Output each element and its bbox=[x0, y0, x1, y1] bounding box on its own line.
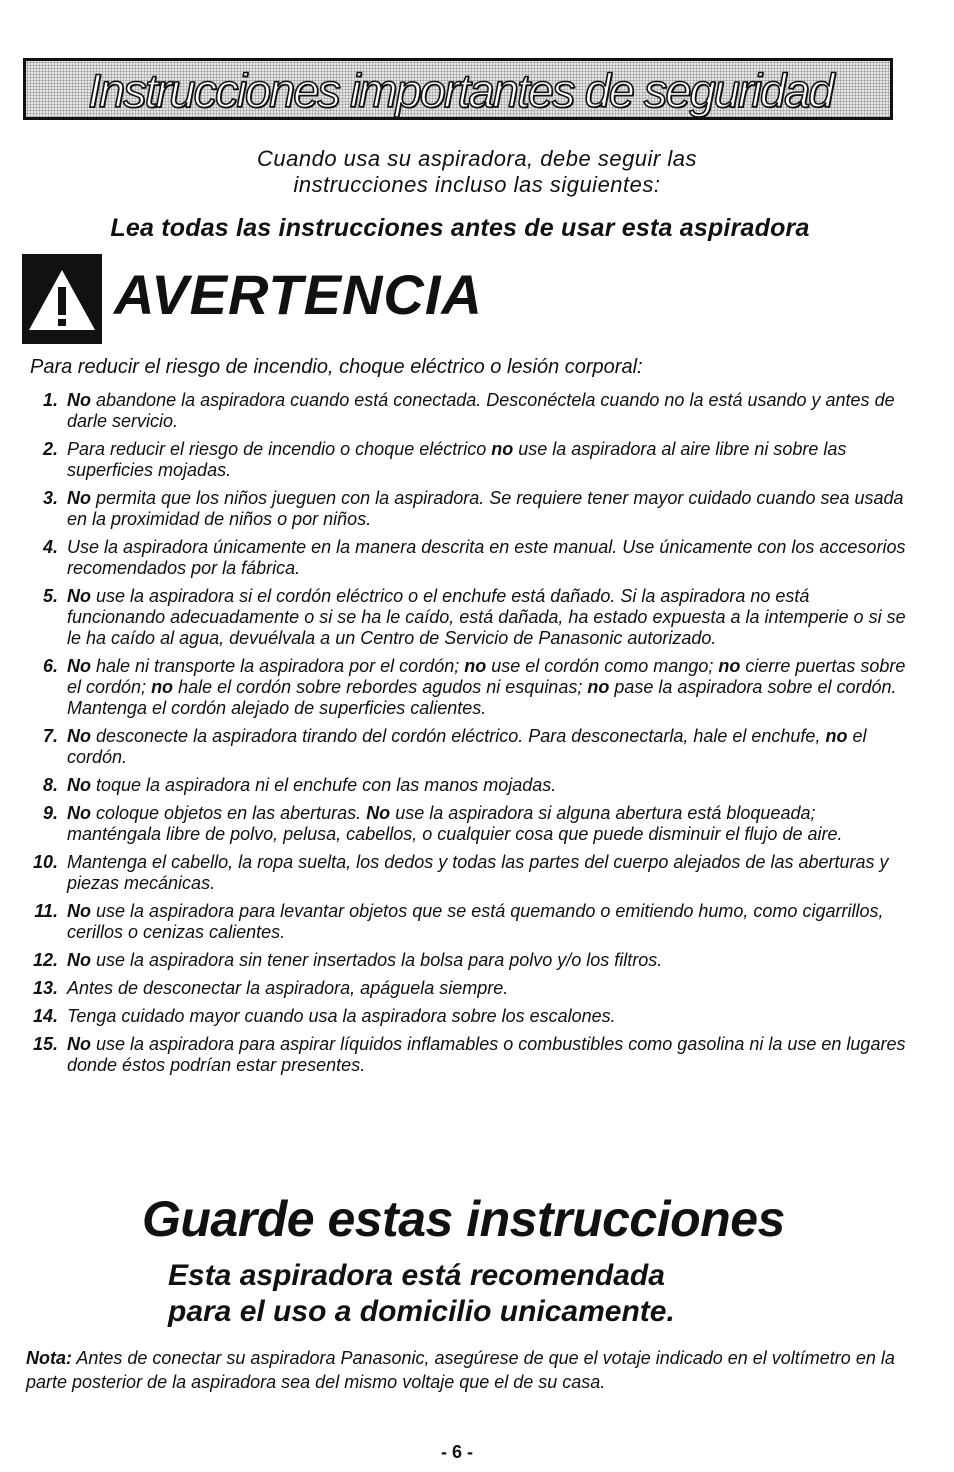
list-item-text: Tenga cuidado mayor cuando usa la aspiradora sobre los escalones. bbox=[67, 1006, 616, 1026]
note-label: Nota: bbox=[26, 1348, 72, 1368]
list-item-number: 5. bbox=[42, 586, 58, 606]
list-item-number: 14. bbox=[32, 1006, 58, 1026]
list-item-number: 2. bbox=[42, 439, 58, 459]
list-item bbox=[0, 803, 907, 845]
list-item-number: 1. bbox=[42, 390, 58, 410]
list-item-text: Antes de desconectar la aspiradora, apáguela siempre. bbox=[67, 978, 509, 998]
list-item bbox=[0, 390, 907, 432]
list-item-text: No use la aspiradora sin tener insertados la bolsa para polvo y/o los filtros. bbox=[67, 950, 663, 970]
list-item-number: 6. bbox=[42, 656, 58, 676]
list-item-text: Mantenga el cabello, la ropa suelta, los dedos y todas las partes del cuerpo alejados de las aberturas y piezas mecánicas. bbox=[67, 852, 889, 893]
list-item-number: 13. bbox=[32, 978, 58, 998]
list-item bbox=[0, 852, 907, 894]
list-item-number: 9. bbox=[42, 803, 58, 823]
list-item bbox=[0, 439, 907, 481]
read-all-heading: Lea todas las instrucciones antes de usar esta aspiradora bbox=[110, 214, 810, 242]
list-item bbox=[0, 656, 907, 719]
safety-list bbox=[0, 390, 954, 1083]
list-item-number: 12. bbox=[32, 950, 58, 970]
list-item-text: No hale ni transporte la aspiradora por el cordón; no use el cordón como mango; no cierre puertas sobre el cordón; no hale el cordón sobre rebordes agudos ni esquinas; no pase la aspiradora sobre el cordón. Mantenga el cordón alejado de superficies calientes. bbox=[67, 656, 906, 718]
list-item-number: 3. bbox=[42, 488, 58, 508]
list-item bbox=[0, 775, 907, 796]
risk-lead: Para reducir el riesgo de incendio, choque eléctrico o lesión corporal: bbox=[30, 356, 643, 378]
list-item bbox=[0, 488, 907, 530]
list-item-text: No toque la aspiradora ni el enchufe con las manos mojadas. bbox=[67, 775, 557, 795]
list-item-number: 10. bbox=[32, 852, 58, 872]
list-item-number: 4. bbox=[42, 537, 58, 557]
voltage-note bbox=[26, 1346, 906, 1394]
list-item-text: No permita que los niños jueguen con la aspiradora. Se requiere tener mayor cuidado cuando sea usada en la proximidad de niños o por niños. bbox=[67, 488, 904, 529]
list-item bbox=[0, 1006, 907, 1027]
intro-line-1: Cuando usa su aspiradora, debe seguir las bbox=[257, 146, 697, 171]
intro-text bbox=[0, 146, 954, 198]
list-item-text: No coloque objetos en las aberturas. No use la aspiradora si alguna abertura está bloqueada; manténgala libre de polvo, pelusa, cabellos, o cualquier cosa que puede disminuir el flujo de aire. bbox=[67, 803, 843, 844]
list-item bbox=[0, 901, 907, 943]
list-item-number: 8. bbox=[42, 775, 58, 795]
list-item bbox=[0, 950, 907, 971]
home-use-notice bbox=[168, 1258, 675, 1330]
list-item-text: No use la aspiradora si el cordón eléctrico o el enchufe está dañado. Si la aspiradora no está funcionando adecuadamente o si se ha le caído, está dañada, ha estado expuesta a la intemperie o si se le ha caído al agua, devuélvala a un Centro de Servicio de Panasonic autorizado. bbox=[67, 586, 906, 648]
list-item bbox=[0, 1034, 907, 1076]
list-item-text: Para reducir el riesgo de incendio o choque eléctrico no use la aspiradora al aire libre ni sobre las superficies mojadas. bbox=[67, 439, 847, 480]
list-item-number: 15. bbox=[32, 1034, 58, 1054]
list-item bbox=[0, 978, 907, 999]
list-item-text: No use la aspiradora para levantar objetos que se está quemando o emitiendo humo, como cigarrillos, cerillos o cenizas calientes. bbox=[67, 901, 884, 942]
list-item-number: 11. bbox=[34, 901, 58, 921]
page-title: Instrucciones importantes de seguridad bbox=[88, 64, 833, 117]
list-item bbox=[0, 586, 907, 649]
list-item-text: No desconecte la aspiradora tirando del cordón eléctrico. Para desconectarla, hale el enchufe, no el cordón. bbox=[67, 726, 867, 767]
list-item bbox=[0, 537, 907, 579]
list-item-text: Use la aspiradora únicamente en la manera descrita en este manual. Use únicamente con los accesorios recomendados por la fábrica. bbox=[67, 537, 906, 578]
list-item bbox=[0, 726, 907, 768]
save-instructions-title: Guarde estas instrucciones bbox=[142, 1191, 785, 1247]
list-item-text: No use la aspiradora para aspirar líquidos inflamables o combustibles como gasolina ni la use en lugares donde éstos podrían estar presentes. bbox=[67, 1034, 906, 1075]
intro-line-2: instrucciones incluso las siguientes: bbox=[293, 172, 661, 197]
warning-triangle-icon bbox=[22, 254, 102, 344]
home-use-line-2: para el uso a domicilio unicamente. bbox=[168, 1295, 675, 1328]
list-item-number: 7. bbox=[42, 726, 58, 746]
list-item-text: No abandone la aspiradora cuando está conectada. Desconéctela cuando no la está usando y antes de darle servicio. bbox=[67, 390, 895, 431]
page-number: - 6 - bbox=[440, 1442, 473, 1462]
warning-title: AVERTENCIA bbox=[114, 263, 483, 326]
title-banner bbox=[23, 58, 893, 120]
note-text: Antes de conectar su aspiradora Panasonic, asegúrese de que el votaje indicado en el voltímetro en la parte posterior de la aspiradora sea del mismo voltaje que el de su casa. bbox=[26, 1348, 895, 1392]
home-use-line-1: Esta aspiradora está recomendada bbox=[168, 1259, 665, 1292]
